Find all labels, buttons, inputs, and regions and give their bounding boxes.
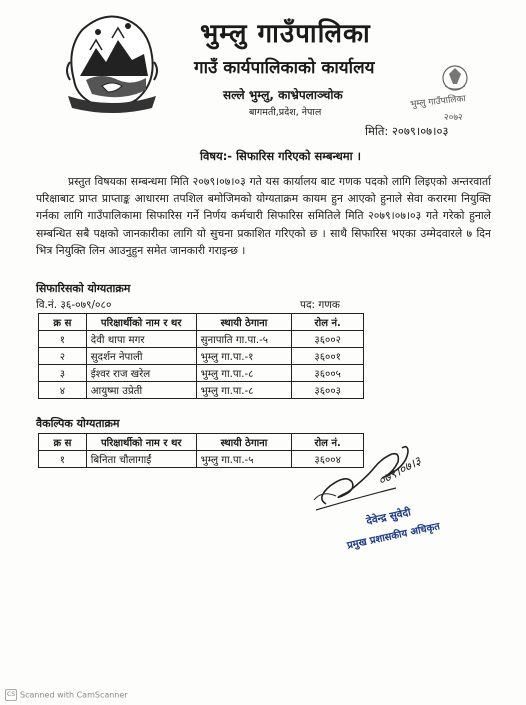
address-cell: भुम्लु गा.पा.-८	[196, 382, 292, 399]
recommended-title: सिफारिसको योग्यताक्रम	[36, 282, 131, 295]
camscanner-icon: CS	[5, 689, 17, 701]
watermark-text: Scanned with CamScanner	[20, 690, 128, 700]
signature-date: ०७९।०७।३	[375, 453, 424, 489]
nepal-emblem-logo	[62, 10, 162, 118]
address-cell: भुम्लु गा.पा.-८	[196, 365, 292, 382]
recommended-table	[38, 313, 364, 399]
address-cell: भुम्लु गा.पा.-५	[196, 451, 292, 468]
seal-text: भुम्लु गाउँपालिका	[409, 94, 467, 110]
reference-number: वि.नं. ३६-०७९/०८०	[36, 299, 112, 311]
office-name: गाउँ कार्यपालिकाको कार्यालय	[194, 58, 375, 78]
table-row	[39, 382, 364, 399]
office-address: सल्ले भुम्लु, काभ्रेपलाञ्चोक	[223, 88, 343, 102]
table-row	[39, 331, 364, 348]
roll-cell: ३६००२	[292, 331, 364, 348]
body-paragraph: प्रस्तुत विषयका सम्बन्धमा मिति २०७९।०७।०३ गते यस कार्यालय बाट गणक पदको लागि लिइएको अन्तरवार्ता परिक्षाबाट प्राप्त प्राप्ताङ्क आधारमा तपशिल बमोजिमको योग्यताक्रम कायम हुन आएको हुनाले सेवा करारमा नियुक्ति गर्नका लागि गाउँपालिकामा सिफारिस गर्ने निर्णय कर्मचारी सिफारिस समितिले मिति २०७९।०७।०३ गते गरेको हुनाले सम्बन्धित सबै पक्षको जानकारीका लागि यो सुचना प्रकाशित गरिएको छ । साथै सिफारिस भएका उम्मेदवारले ७ दिन भित्र नियुक्ति लिन आउनुहुन समेत जानकारी गराइन्छ ।	[36, 175, 491, 257]
scanner-watermark	[5, 689, 128, 701]
header-roll: रोल नं.	[292, 314, 364, 331]
header-serial: क्र स	[39, 434, 87, 451]
letter-subject: विषय:- सिफारिस गरिएको सम्बन्धमा ।	[200, 149, 362, 163]
table-row	[39, 348, 364, 365]
name-cell: ईश्वर राज खरेल	[86, 365, 196, 382]
header-name: परिक्षार्थीको नाम र थर	[86, 434, 196, 451]
letter-date: मिति: २०७९।०७।०३	[365, 124, 449, 138]
serial-cell: ३	[39, 365, 87, 382]
roll-cell: ३६००१	[292, 348, 364, 365]
address-cell: भुम्लु गा.पा.-१	[196, 348, 292, 365]
header-address: स्थायी ठेगाना	[196, 434, 292, 451]
handwritten-signature	[296, 438, 446, 520]
seal-year: २०७२	[444, 113, 463, 123]
serial-cell: २	[39, 348, 87, 365]
header-roll: रोल नं.	[292, 434, 364, 451]
roll-cell: ३६००४	[292, 451, 364, 468]
header-name: परिक्षार्थीको नाम र थर	[86, 314, 196, 331]
serial-cell: १	[39, 451, 87, 468]
header-address: स्थायी ठेगाना	[196, 314, 292, 331]
signer-name-stamp: देवेन्द्र सुवेदी	[365, 506, 412, 528]
roll-cell: ३६००५	[292, 365, 364, 382]
signer-title-stamp: प्रमुख प्रशासकीय अधिकृत	[346, 521, 441, 552]
municipality-name: भुम्लु गाउँपालिका	[200, 19, 371, 49]
header-serial: क्र स	[39, 314, 87, 331]
address-cell: सुनापाति गा.पा.-५	[196, 331, 292, 348]
table-row	[39, 365, 364, 382]
roll-cell: ३६००३	[292, 382, 364, 399]
serial-cell: १	[39, 331, 87, 348]
serial-cell: ४	[39, 382, 87, 399]
name-cell: सुदर्शन नेपाली	[86, 348, 196, 365]
name-cell: आयुष्मा उप्रेती	[86, 382, 196, 399]
letter-body	[36, 173, 491, 259]
province-line: बागमती,प्रदेश, नेपाल	[249, 107, 322, 118]
alternative-title: वैकल्पिक योग्यताक्रम	[36, 417, 120, 430]
name-cell: बिनिता चौलागाईं	[86, 451, 196, 468]
post-label: पद: गणक	[300, 299, 340, 311]
name-cell: देवी थापा मगर	[86, 331, 196, 348]
